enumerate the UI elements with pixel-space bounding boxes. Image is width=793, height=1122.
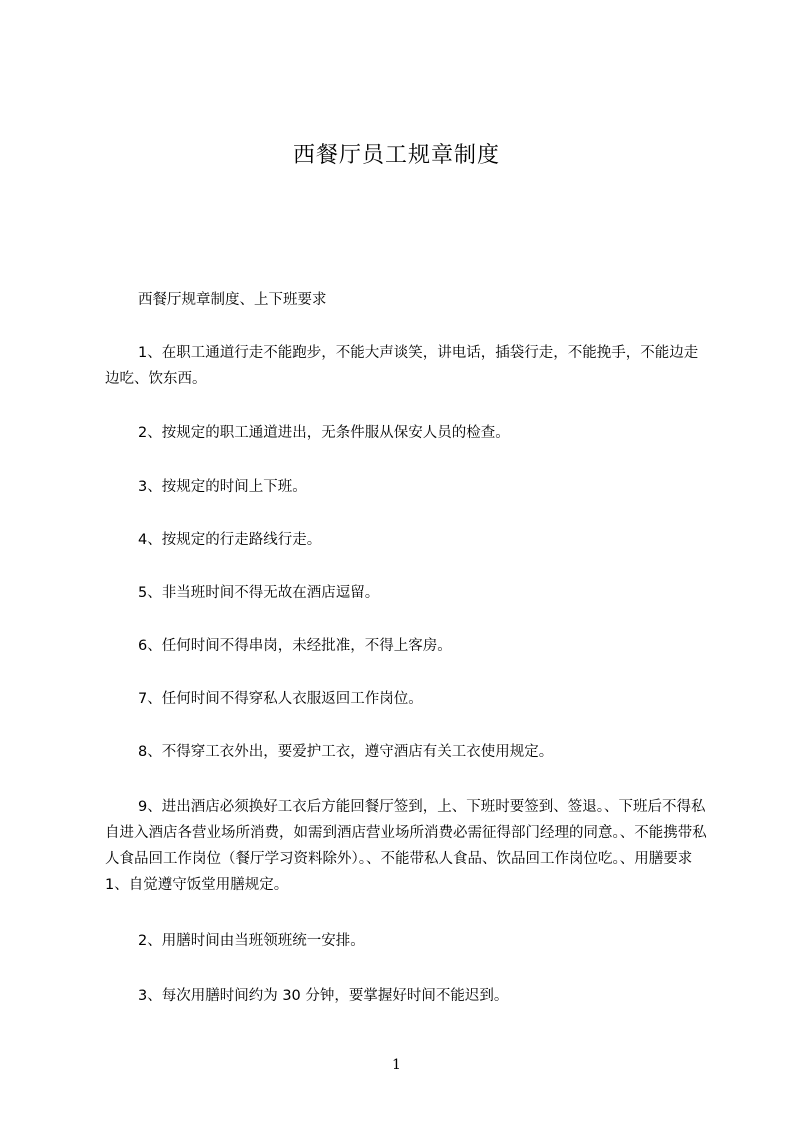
rule-paragraph-8: 8、不得穿工衣外出，要爱护工衣，遵守酒店有关工衣使用规定。: [138, 744, 554, 760]
rule-paragraph-2: 2、按规定的职工通道进出，无条件服从保安人员的检查。: [138, 425, 510, 441]
rule-paragraph-6: 6、任何时间不得串岗，未经批准，不得上客房。: [138, 638, 452, 654]
meal-rule-paragraph-3: 3、每次用膳时间约为 30 分钟，要掌握好时间不能迟到。: [138, 988, 509, 1004]
rule-paragraph-7: 7、任何时间不得穿私人衣服返回工作岗位。: [138, 691, 423, 707]
rule-paragraph-4: 4、按规定的行走路线行走。: [138, 532, 322, 548]
meal-rule-paragraph-2: 2、用膳时间由当班领班统一安排。: [138, 933, 365, 949]
document-title: 西餐厅员工规章制度: [292, 143, 500, 168]
rule-paragraph-1: 1、在职工通道行走不能跑步，不能大声谈笑，讲电话，插袋行走，不能挽手，不能边走边吃、饮东西。: [105, 345, 699, 387]
rule-paragraph-9: 9、进出酒店必须换好工衣后方能回餐厅签到，上、下班时要签到、签退。、下班后不得私自进入酒店各营业场所消费，如需到酒店营业场所消费必需征得部门经理的同意。、不能携带私人食品回工作岗位（餐厅学习资料除外）。、不能带私人食品、饮品回工作岗位吃。、用膳要求 1、自觉遵守饭堂用膳规定。: [105, 799, 707, 893]
rule-paragraph-5: 5、非当班时间不得无故在酒店逗留。: [138, 585, 380, 601]
section-heading: 西餐厅规章制度、上下班要求: [138, 292, 327, 308]
rule-paragraph-3: 3、按规定的时间上下班。: [138, 479, 307, 495]
page-number: 1: [392, 1057, 401, 1073]
